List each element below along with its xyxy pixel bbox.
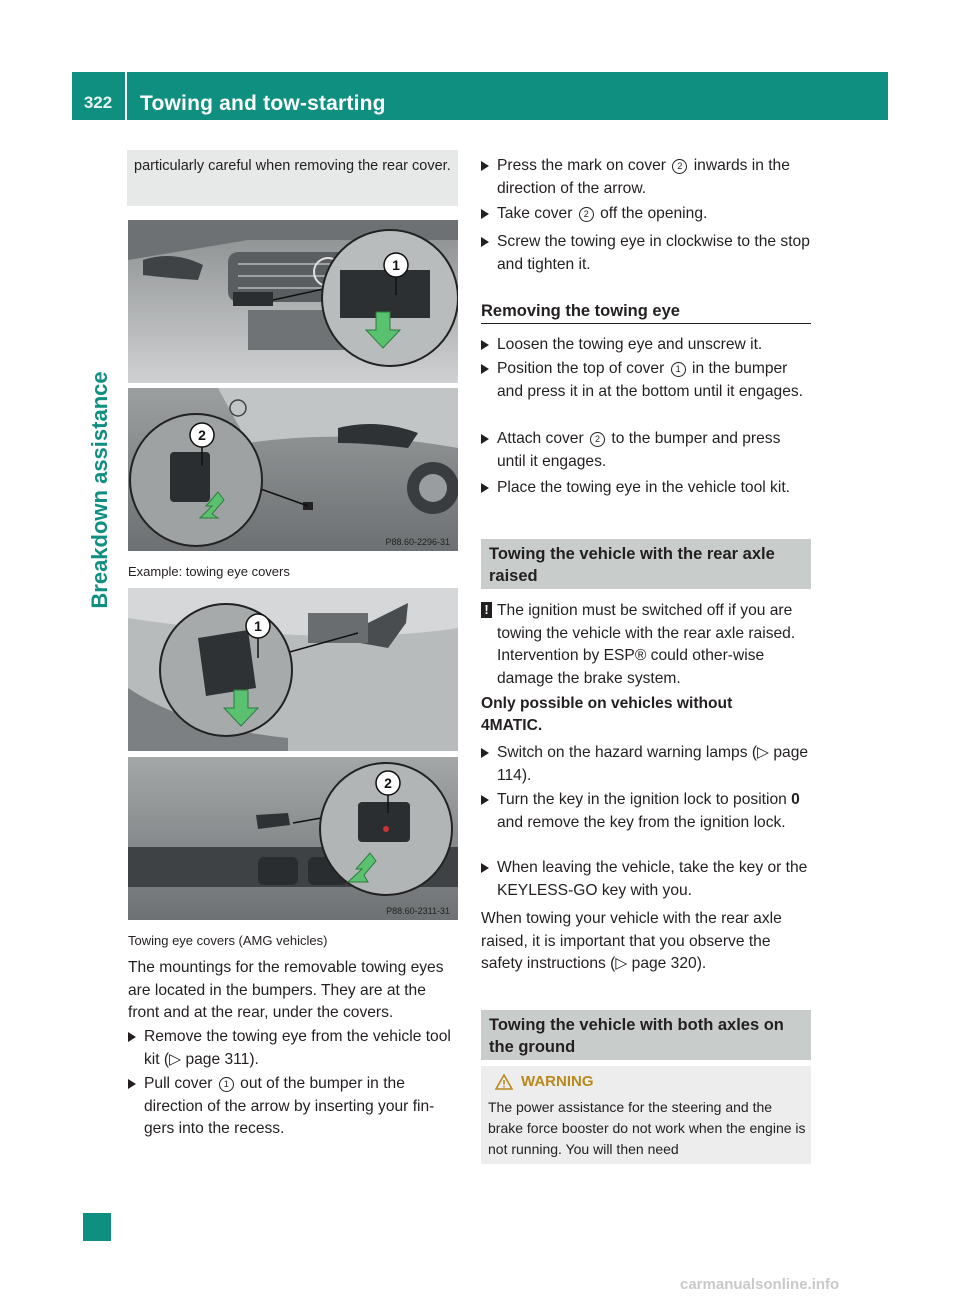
warning-title: WARNING xyxy=(521,1073,594,1090)
section-both-axles xyxy=(481,1010,811,1060)
step-position-pre: Position the top of cover xyxy=(497,360,665,377)
step-take-cover-post: off the opening. xyxy=(600,205,708,222)
heading-rule xyxy=(481,323,811,324)
figure-front-bumper-cover-1 xyxy=(128,220,458,383)
step-attach-cover-2 xyxy=(481,428,813,473)
figure2b-marker-2: 2 xyxy=(384,775,392,791)
step-position-cover-1 xyxy=(481,358,813,403)
step-screw-towing-eye xyxy=(481,231,813,276)
side-tab-label: Breakdown assistance xyxy=(87,371,112,609)
side-tab xyxy=(78,280,122,700)
ignition-note-text: The ignition must be switched off if you are towing the vehicle with the rear axle raised. Intervention by ESP® could other-wise damage the brake system. xyxy=(497,602,796,687)
step-position-post: in the bumper and press it in at the bottom until it engages. xyxy=(497,360,803,400)
figure1-code: P88.60-2296-31 xyxy=(385,537,450,547)
page-number: 322 xyxy=(83,93,113,112)
note-exclamation-icon: ! xyxy=(481,602,492,618)
step-screw-text: Screw the towing eye in clockwise to the stop and tighten it. xyxy=(497,233,810,273)
step-pull-cover-1 xyxy=(128,1073,460,1141)
section-both-axles-title: Towing the vehicle with both axles on the ground xyxy=(489,1016,784,1056)
figure1b-marker-2: 2 xyxy=(198,427,206,443)
step-press-mark xyxy=(481,155,813,200)
step-loosen xyxy=(481,334,813,357)
only-4matic-note: Only possible on vehicles without 4MATIC. xyxy=(481,695,733,734)
safety-paragraph: When towing your vehicle with the rear axle raised, it is important that you observe the safety instructions (▷ page 320). xyxy=(481,910,782,972)
step-turn-key-pre: Turn the key in the ignition lock to position xyxy=(497,791,787,808)
figure2-code: P88.60-2311-31 xyxy=(386,906,450,916)
step-take-cover-pre: Take cover xyxy=(497,205,573,222)
page-header xyxy=(72,72,888,120)
chapter-title: Towing and tow-starting xyxy=(140,92,386,115)
step-turn-key-post: and remove the key from the ignition lock. xyxy=(497,813,786,831)
step-pull-cover-pre: Pull cover xyxy=(144,1075,213,1092)
step-hazard-text: Switch on the hazard warning lamps (▷ page 114). xyxy=(497,744,809,784)
step-place-text: Place the towing eye in the vehicle tool kit. xyxy=(497,479,790,496)
step-remove-towing-eye-text: Remove the towing eye from the vehicle tool kit (▷ page 311). xyxy=(144,1028,451,1068)
step-place-in-kit xyxy=(481,477,813,500)
mountings-paragraph: The mountings for the removable towing eyes are located in the bumpers. They are at the front and at the rear, under the covers. xyxy=(128,959,444,1021)
step-press-mark-pre: Press the mark on cover xyxy=(497,157,666,174)
note-text: particularly careful when removing the rear cover. xyxy=(134,158,451,174)
step-remove-towing-eye xyxy=(128,1026,460,1071)
figure-amg-rear-cover-2 xyxy=(128,757,458,920)
step-loosen-text: Loosen the towing eye and unscrew it. xyxy=(497,336,763,353)
step-attach-post: to the bumper and press until it engages. xyxy=(497,430,781,470)
footer-watermark: carmanualsonline.info xyxy=(680,1276,840,1293)
step-hazard-lamps xyxy=(481,742,813,787)
cover-2-marker-b: 2 xyxy=(579,207,594,222)
step-take-key xyxy=(481,857,813,902)
step-take-key-text: When leaving the vehicle, take the key or the KEYLESS-GO key with you. xyxy=(497,859,808,899)
cover-2-marker-c: 2 xyxy=(590,432,605,447)
side-tab-marker xyxy=(83,1213,111,1241)
warning-box xyxy=(481,1066,811,1164)
step-take-cover xyxy=(481,203,813,226)
warning-text: The power assistance for the steering and the brake force booster do not work when the engine is not running. You will then need xyxy=(488,1099,806,1157)
step-turn-key xyxy=(481,789,813,834)
cover-1-marker-b: 1 xyxy=(671,362,686,377)
figure-front-bumper-cover-2 xyxy=(128,388,458,551)
section-rear-axle-title: Towing the vehicle with the rear axle raised xyxy=(489,545,775,585)
figure1-marker-1: 1 xyxy=(392,257,400,273)
caption-amg-covers: Towing eye covers (AMG vehicles) xyxy=(128,933,328,948)
front-bumper-illustration-2 xyxy=(128,388,458,551)
figure2-marker-1: 1 xyxy=(254,618,262,634)
front-bumper-illustration xyxy=(128,220,458,383)
step-attach-pre: Attach cover xyxy=(497,430,584,447)
note-box xyxy=(127,150,458,206)
caption-towing-eye-covers: Example: towing eye covers xyxy=(128,564,290,579)
figure-amg-front-cover-1 xyxy=(128,588,458,751)
amg-rear-illustration xyxy=(128,757,458,920)
heading-removing-towing-eye: Removing the towing eye xyxy=(481,302,680,320)
warning-triangle-icon xyxy=(495,1074,513,1090)
amg-front-illustration xyxy=(128,588,458,751)
section-rear-axle-raised xyxy=(481,539,811,589)
header-divider xyxy=(125,72,127,120)
ignition-position-value: 0 xyxy=(791,791,800,808)
cover-2-marker-a: 2 xyxy=(672,159,687,174)
step-press-mark-post: inwards in the direction of the arrow. xyxy=(497,157,790,197)
step-pull-cover-post: out of the bumper in the direction of the arrow by inserting your fin-gers into the recess. xyxy=(144,1075,435,1137)
cover-1-marker: 1 xyxy=(219,1077,234,1092)
